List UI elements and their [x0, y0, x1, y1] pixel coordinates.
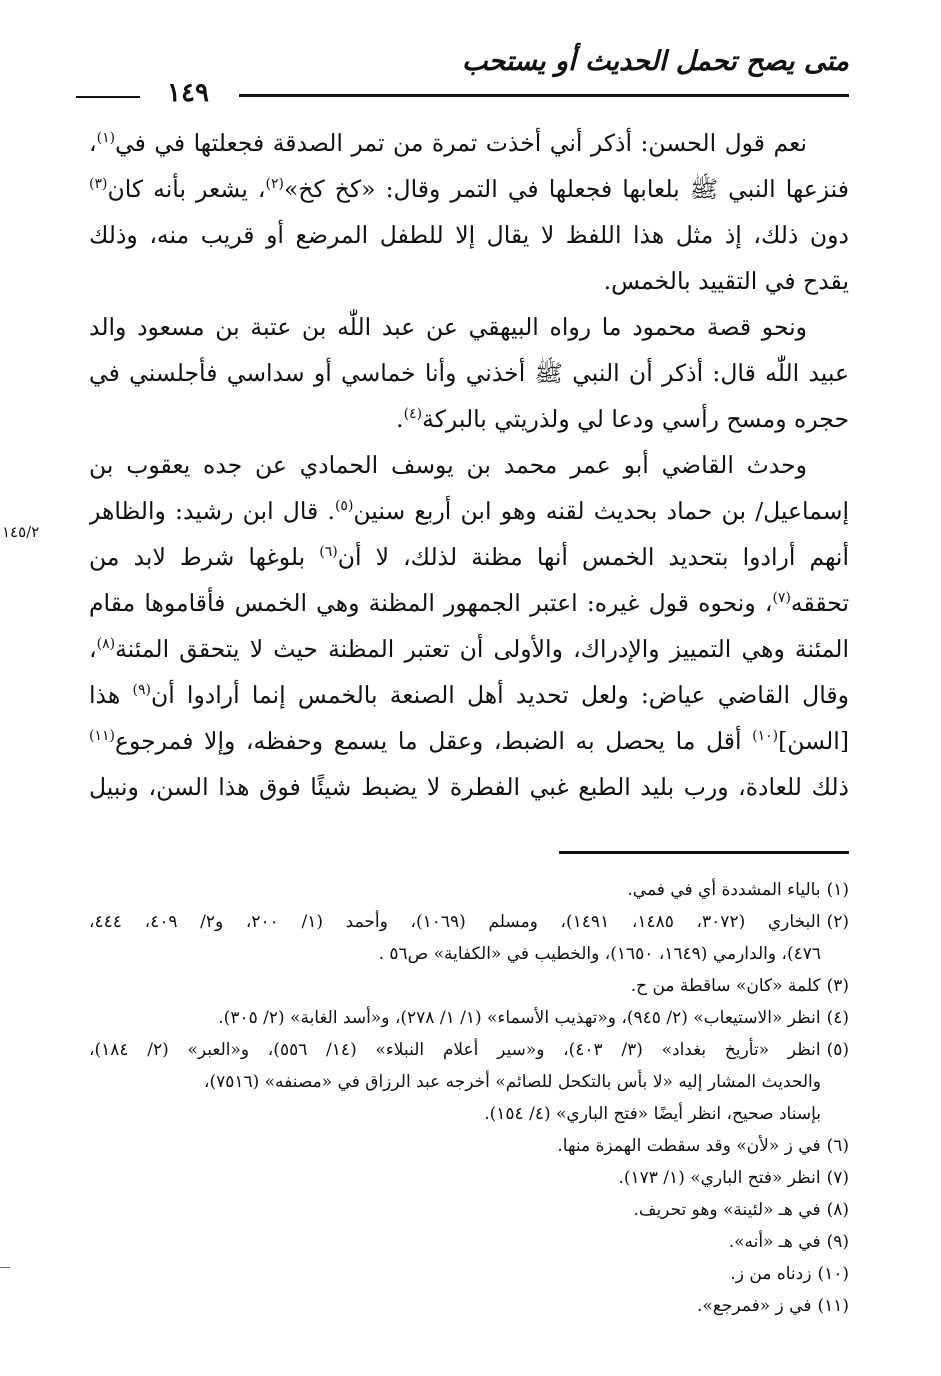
body-line: نعم قول الحسن: أذكر أني أخذت تمرة من تمر الصدقة فجعلتها في في$^{(١)}$، [89, 129, 807, 157]
footnote: (١٠)زدناه من ز. [730, 1264, 849, 1284]
margin-page-reference: ١٤٥/٢ [2, 523, 40, 541]
body-line: يقدح في التقييد بالخمس. [603, 267, 849, 295]
body-line: عبيد اللّٰه قال: أذكر أن النبي ﷺ أخذني وأنا خماسي أو سداسي فأجلسني في [89, 359, 849, 387]
footnote: (٥)انظر «تأريخ بغداد» (٣/ ٤٠٣)، و«سير أعلام النبلاء» (١٤/ ٥٥٦)، و«العبر» (٢/ ١٨٤)، [89, 1040, 849, 1060]
running-head-title: متى يصح تحمل الحديث أو يستحب [461, 46, 849, 77]
footnote: (٨)في هـ «لئينة» وهو تحريف. [633, 1200, 849, 1220]
body-line: فنزعها النبي ﷺ بلعابها فجعلها في التمر وقال: «كخ كخ»$^{(٢)}$، يشعر بأنه كان$^{(٣)}$ [89, 175, 849, 203]
footnote-rule [559, 851, 849, 854]
footnote: (٧)انظر «فتح الباري» (١/ ١٧٣). [618, 1168, 849, 1188]
footnote-continuation: ٤٧٦)، والدارمي (١٦٤٩، ١٦٥٠)، والخطيب في «الكفاية» ص٥٦ . [378, 944, 821, 964]
footnotes [89, 874, 849, 1322]
page-number: ١٤٩ [150, 78, 226, 108]
footnote-continuation: بإسناد صحيح، انظر أيضًا «فتح الباري» (٤/ ١٥٤). [484, 1104, 821, 1124]
footnote: (١)بالياء المشددة أي في فمي. [627, 880, 849, 900]
scan-edge-mark [0, 1267, 10, 1268]
footnote: (١١)في ز «فمرجع». [697, 1296, 849, 1316]
body-line: ذلك للعادة، ورب بليد الطبع غبي الفطرة لا يضبط شيئًا فوق هذا السن، ونبيل [89, 773, 849, 801]
body-line: المئنة وهي التمييز والإدراك، والأولى أن تعتبر المظنة حيث لا يتحقق المئنة$^{(٨)}$، [89, 635, 849, 663]
footnote: (٩)في هـ «أنه». [728, 1232, 849, 1252]
footnote: (٤)انظر «الاستيعاب» (٢/ ٩٤٥)، و«تهذيب الأسماء» (١/ ١/ ٢٧٨)، و«أسد الغابة» (٢/ ٣٠٥). [218, 1008, 849, 1028]
body-line: أنهم أرادوا بتحديد الخمس أنها مظنة لذلك، لا أن$^{(٦)}$ بلوغها شرط لابد من [89, 543, 849, 571]
footnote: (٣)كلمة «كان» ساقطة من ح. [630, 976, 849, 996]
footnote-continuation: والحديث المشار إليه «لا بأس بالتكحل للصائم» أخرجه عبد الرزاق في «مصنفه» (٧٥١٦)، [203, 1072, 821, 1092]
body-line: حجره ومسح رأسي ودعا لي ولذريتي بالبركة$^{(٤)}$. [396, 405, 849, 433]
body-line: إسماعيل/ بن حماد بحديث لقنه وهو ابن أربع سنين$^{(٥)}$. قال ابن رشيد: والظاهر [89, 497, 849, 525]
footnote: (٦)في ز «لأن» وقد سقطت الهمزة منها. [557, 1136, 849, 1156]
body-line: وقال القاضي عياض: ولعل تحديد أهل الصنعة بالخمس إنما أرادوا أن$^{(٩)}$ هذا [89, 681, 849, 709]
body-line: دون ذلك، إذ مثل هذا اللفظ لا يقال إلا للطفل المرضع أو قريب منه، وذلك [89, 221, 849, 249]
body-line: [السن]$^{(١٠)}$ أقل ما يحصل به الضبط، وعقل ما يسمع وحفظه، وإلا فمرجوع$^{(١١)}$ [89, 727, 849, 755]
footnote: (٢)البخاري (٣٠٧٢، ١٤٨٥، ١٤٩١)، ومسلم (١٠٦٩)، وأحمد (١/ ٢٠٠، و٢/ ٤٠٩، ٤٤٤، [89, 912, 849, 932]
page-number-rule [76, 96, 140, 98]
body-line: ونحو قصة محمود ما رواه البيهقي عن عبد اللّٰه بن عتبة بن مسعود والد [89, 313, 807, 341]
body-line: وحدث القاضي أبو عمر محمد بن يوسف الحمادي عن جده يعقوب بن [89, 451, 807, 479]
header-rule [239, 94, 849, 97]
body-line: تحققه$^{(٧)}$، ونحوه قول غيره: اعتبر الجمهور المظنة وهي الخمس فأقاموها مقام [89, 589, 849, 617]
body-text [89, 120, 849, 810]
